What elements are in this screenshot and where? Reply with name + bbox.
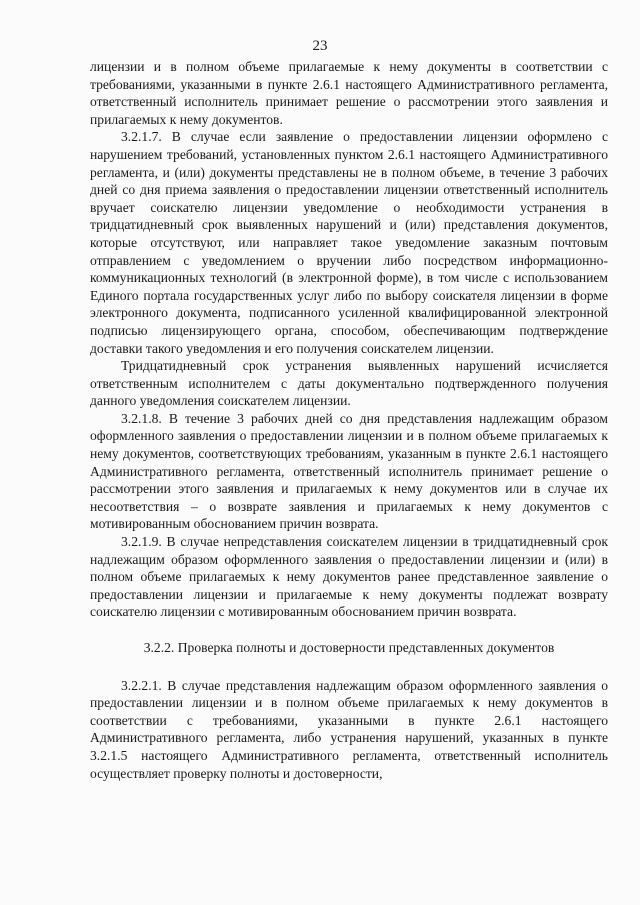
paragraph-3-2-1-9: 3.2.1.9. В случае непредставления соискателем лицензии в тридцатидневный срок надлежащим образом оформленного заявления о предоставлении лицензии и (или) в полном объеме прилагаемых к нему документов ранее представленное заявление о предоставлении лицензии и прилагаемые к нему документы подлежат возврату соискателю лицензии с мотивированным обоснованием причин возврата. xyxy=(90,534,608,620)
page-number: 23 xyxy=(312,38,328,54)
section-heading-3-2-2: 3.2.2. Проверка полноты и достоверности представленных документов xyxy=(143,640,555,655)
paragraph-3-2-2-1: 3.2.2.1. В случае представления надлежащим образом оформленного заявления о предоставлении лицензии и в полном объеме прилагаемых к нему документов в соответствии с требованиями, указанными в пункте 2.6.1 настоящего Административного регламента, либо устранения нарушений, указанных в пункте 3.2.1.5 настоящего Административного регламента, ответственный исполнитель осуществляет проверку полноты и достоверности, xyxy=(90,677,608,781)
paragraph-continuation: лицензии и в полном объеме прилагаемые к нему документы в соответствии с требованиями, указанными в пункте 2.6.1 настоящего Административного регламента, ответственный исполнитель принимает решение о рассмотрении этого заявления и прилагаемых к нему документов. xyxy=(90,59,608,127)
document-body xyxy=(90,58,608,782)
paragraph-3-2-1-7: 3.2.1.7. В случае если заявление о предоставлении лицензии оформлено с нарушением требований, установленных пунктом 2.6.1 настоящего Административного регламента, и (или) документы представлены не в полном объеме, в течение 3 рабочих дней со дня приема заявления о предоставлении лицензии ответственный исполнитель вручает соискателю лицензии уведомление о необходимости устранения в тридцатидневный срок выявленных нарушений и (или) представления документов, которые отсутствуют, или направляет такое уведомление заказным почтовым отправлением с уведомлением о вручении либо посредством информационно-коммуникационных технологий (в электронной форме), в том числе с использованием Единого портала государственных услуг либо по выбору соискателя лицензии в форме электронного документа, подписанного усиленной квалифицированной электронной подписью лицензирующего органа, способом, обеспечивающим подтверждение доставки такого уведомления и его получения соискателем лицензии. xyxy=(90,129,608,356)
paragraph-thirty-day-term: Тридцатидневный срок устранения выявленных нарушений исчисляется ответственным исполнителем с даты документально подтвержденного получения данного уведомления соискателем лицензии. xyxy=(90,358,608,409)
paragraph-3-2-1-8: 3.2.1.8. В течение 3 рабочих дней со дня представления надлежащим образом оформленного заявления о предоставлении лицензии и в полном объеме прилагаемых к нему документов, соответствующих требованиям, указанным в пункте 2.6.1 настоящего Административного регламента, ответственный исполнитель принимает решение о рассмотрении этого заявления и прилагаемых к нему документов или в случае их несоответствия – о возврате заявления и прилагаемых к нему документов с мотивированным обоснованием причин возврата. xyxy=(90,410,608,532)
